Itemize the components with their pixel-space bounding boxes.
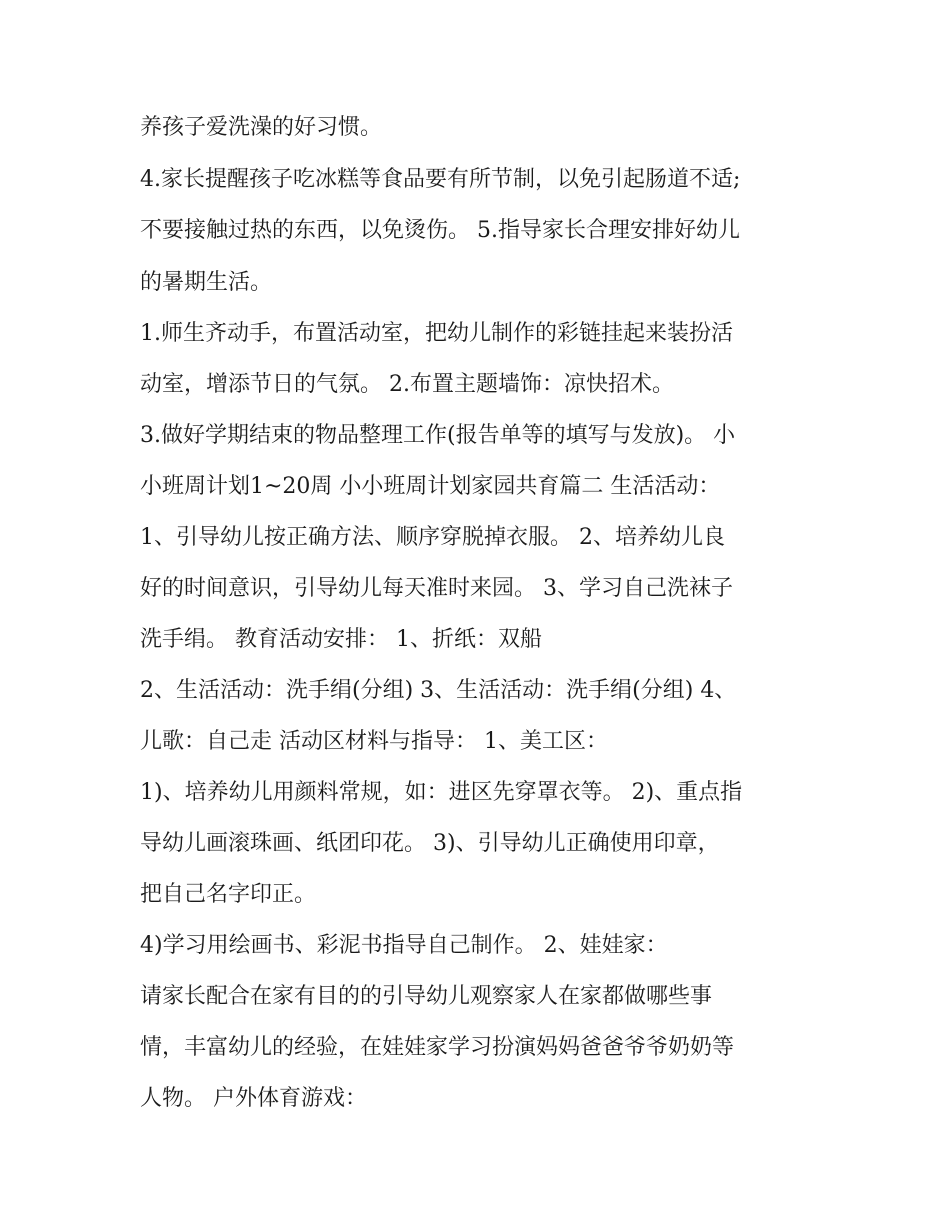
text-line: 2、生活活动：洗手绢(分组) 3、生活活动：洗手绢(分组) 4、 xyxy=(140,678,737,703)
text-line: 导幼儿画滚珠画、纸团印花。 3)、引导幼儿正确使用印章， xyxy=(140,831,720,856)
text-line: 情，丰富幼儿的经验，在娃娃家学习扮演妈妈爸爸爷爷奶奶等 xyxy=(140,1035,735,1060)
text-line: 1.师生齐动手，布置活动室，把幼儿制作的彩链挂起来装扮活 xyxy=(140,321,733,346)
text-line: 请家长配合在家有目的的引导幼儿观察家人在家都做哪些事 xyxy=(140,984,713,1009)
text-line: 养孩子爱洗澡的好习惯。 xyxy=(140,115,383,140)
text-line: 儿歌：自己走 活动区材料与指导： 1、美工区： xyxy=(140,729,608,754)
text-line: 1、引导幼儿按正确方法、顺序穿脱掉衣服。 2、培养幼儿良 xyxy=(140,525,725,550)
text-line: 1)、培养幼儿用颜料常规，如：进区先穿罩衣等。 2)、重点指 xyxy=(140,780,743,805)
text-line: 小班周计划1~20周 小小班周计划家园共育篇二 生活活动： xyxy=(140,474,721,499)
text-line: 洗手绢。 教育活动安排： 1、折纸：双船 xyxy=(140,627,542,652)
text-line: 动室，增添节日的气氛。 2.布置主题墙饰：凉快招术。 xyxy=(140,372,674,397)
text-line: 把自己名字印正。 xyxy=(140,882,317,907)
text-line: 人物。 户外体育游戏： xyxy=(140,1086,367,1111)
text-line: 4)学习用绘画书、彩泥书指导自己制作。 2、娃娃家： xyxy=(140,933,668,958)
text-line: 的暑期生活。 xyxy=(140,270,273,295)
text-line: 不要接触过热的东西，以免烫伤。 5.指导家长合理安排好幼儿 xyxy=(140,218,740,243)
text-line: 3.做好学期结束的物品整理工作(报告单等的填写与发放)。 小 xyxy=(140,423,736,448)
text-line: 4.家长提醒孩子吃冰糕等食品要有所节制，以免引起肠道不适; xyxy=(140,167,741,192)
text-line: 好的时间意识，引导幼儿每天准时来园。 3、学习自己洗袜子 xyxy=(140,576,733,601)
